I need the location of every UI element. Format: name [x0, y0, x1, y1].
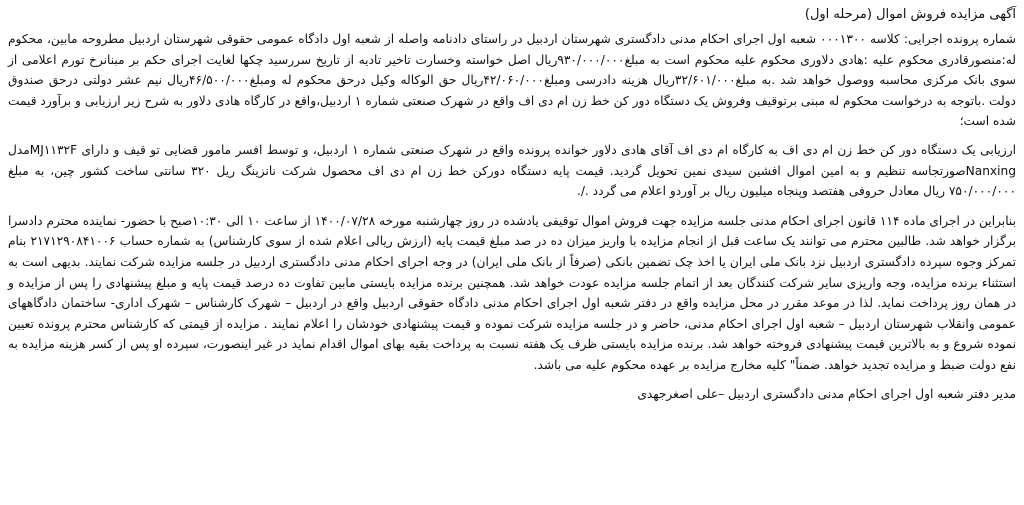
auction-terms-paragraph: بنابراین در اجرای ماده ۱۱۴ قانون اجرای احکام مدنی جلسه مزایده جهت فروش اموال توقیفی یادشده در روز چهارشنبه مورخه ۱۴۰۰/۰۷/۲۸ از ساعت ۱۰ الی ۱۰:۳۰صبح با حضور- نماینده محترم دادسرا برگزار خواهد شد. طالبین محترم می توانند یک ساعت قبل از انجام مزایده با واریز میزان ده در صد مبلغ قیمت پایه (ارزش ریالی اعلام شده از سوی کارشناس) به شماره حساب ۲۱۷۱۲۹۰۸۴۱۰۰۶ بنام تمرکز وجوه سپرده دادگستری اردبیل نزد بانک ملی ایران یا اخذ چک تضمین بانکی (صرفاً از بانک ملی ایران) در وجه اجرای احکام مدنی دادگستری اردبیل در جلسه مزایده شرکت نمایند. بدیهی است به استثناء برنده مزایده، وجه واریزی سایر شرکت کنندگان بعد از اتمام جلسه مزایده عودت خواهد شد. همچنین برنده مزایده بایستی مابین تفاوت ده درصد قیمت پایه و مبلغ پیشنهادی را پس از مزایده و در همان روز پرداخت نماید. لذا در موعد مقرر در محل مزایده واقع در دفتر شعبه اول اجرای احکام مدنی دادگاه حقوقی اردبیل واقع در اردبیل – شهرک کارشناس – شهرک اداری- ساختمان دادگاههای عمومی وانقلاب شهرستان اردبیل – شعبه اول اجرای احکام مدنی، حاضر و در جلسه مزایده شرکت نموده و قیمت پیشنهادی خودشان را اعلام نمایند . مزایده از قیمتی که کارشناس محترم پرونده تعیین نموده شروع و به بالاترین قیمت پیشنهادی فروخته خواهد شد. برنده مزایده بایستی ظرف یک هفته نسبت به پرداخت بقیه بهای اموال اقدام نماید در غیر اینصورت، سپرده او پس از کسر هزینه مزایده به نفع دولت ضبط و مزایده تجدید خواهد. ضمناً" کلیه مخارج مزایده بر عهده محکوم علیه می باشد. [8, 213, 1016, 372]
signature-line: مدیر دفتر شعبه اول اجرای احکام مدنی دادگستری اردبیل –علی اصغرجهدی [637, 386, 1016, 401]
case-details-paragraph: شماره پرونده اجرایی: کلاسه ۰۰۰۱۳۰۰ شعبه اول اجرای احکام مدنی دادگستری شهرستان اردبیل در راستای دادنامه واصله از شعبه اول دادگاه عمومی حقوقی شهرستان اردبیل مطروحه مابین، محکوم له:منصورقادری محکوم علیه :هادی دلاوری محکوم علیه محکوم است به مبلغ۹۳۰/۰۰۰/۰۰۰ریال اصل خواسته وخسارت تاخیر تادیه از تاریخ سررسید چکها لغایت اجرای حکم بر مبنانرخ تورم اعلامی از سوی بانک مرکزی محاسبه ووصول خواهد شد .به مبلغ۳۲/۶۰۱/۰۰۰ریال هزینه دادرسی ومبلغ۴۲/۰۶۰/۰۰۰ریال حق الوکاله وکیل درحق محکوم له ومبلغ۴۶/۵۰۰/۰۰۰ریال نیم عشر دولتی درحق صندوق دولت .باتوجه به درخواست محکوم له مبنی برتوقیف وفروش یک دستگاه دور کن خط زن ام دی اف واقع در شهرک صنعتی شماره ۱ اردبیل،واقع در کارگاه هادی دلاور به شرح زیر ارزیابی و برآورد قیمت شده است؛ [8, 32, 1017, 129]
notice-title: آگهی مزایده فروش اموال (مرحله اول) [804, 7, 1016, 22]
appraisal-paragraph: ارزیابی یک دستگاه دور کن خط زن ام دی اف به کارگاه ام دی اف آقای هادی دلاور خوانده پرونده واقع در شهرک صنعتی شماره ۱ اردبیل، و توسط افسر مامور قضایی تو قیف و دارای MJ۱۱۳۲Fمدل Nanxingصورتجاسه تنظیم و به امین اموال افشین سیدی نمین تحویل گردید. قیمت پایه دستگاه دورکن خط زن ام دی اف محصول شرکت نانزینگ ریل ۳۲۰ سانتی ساخت کشور چین، به مبلغ ۷۵۰/۰۰۰/۰۰۰ ریال معادل حروفی هفتصد وپنجاه میلیون ریال بر آوردو اعلام می گردد ./. [8, 142, 1016, 199]
